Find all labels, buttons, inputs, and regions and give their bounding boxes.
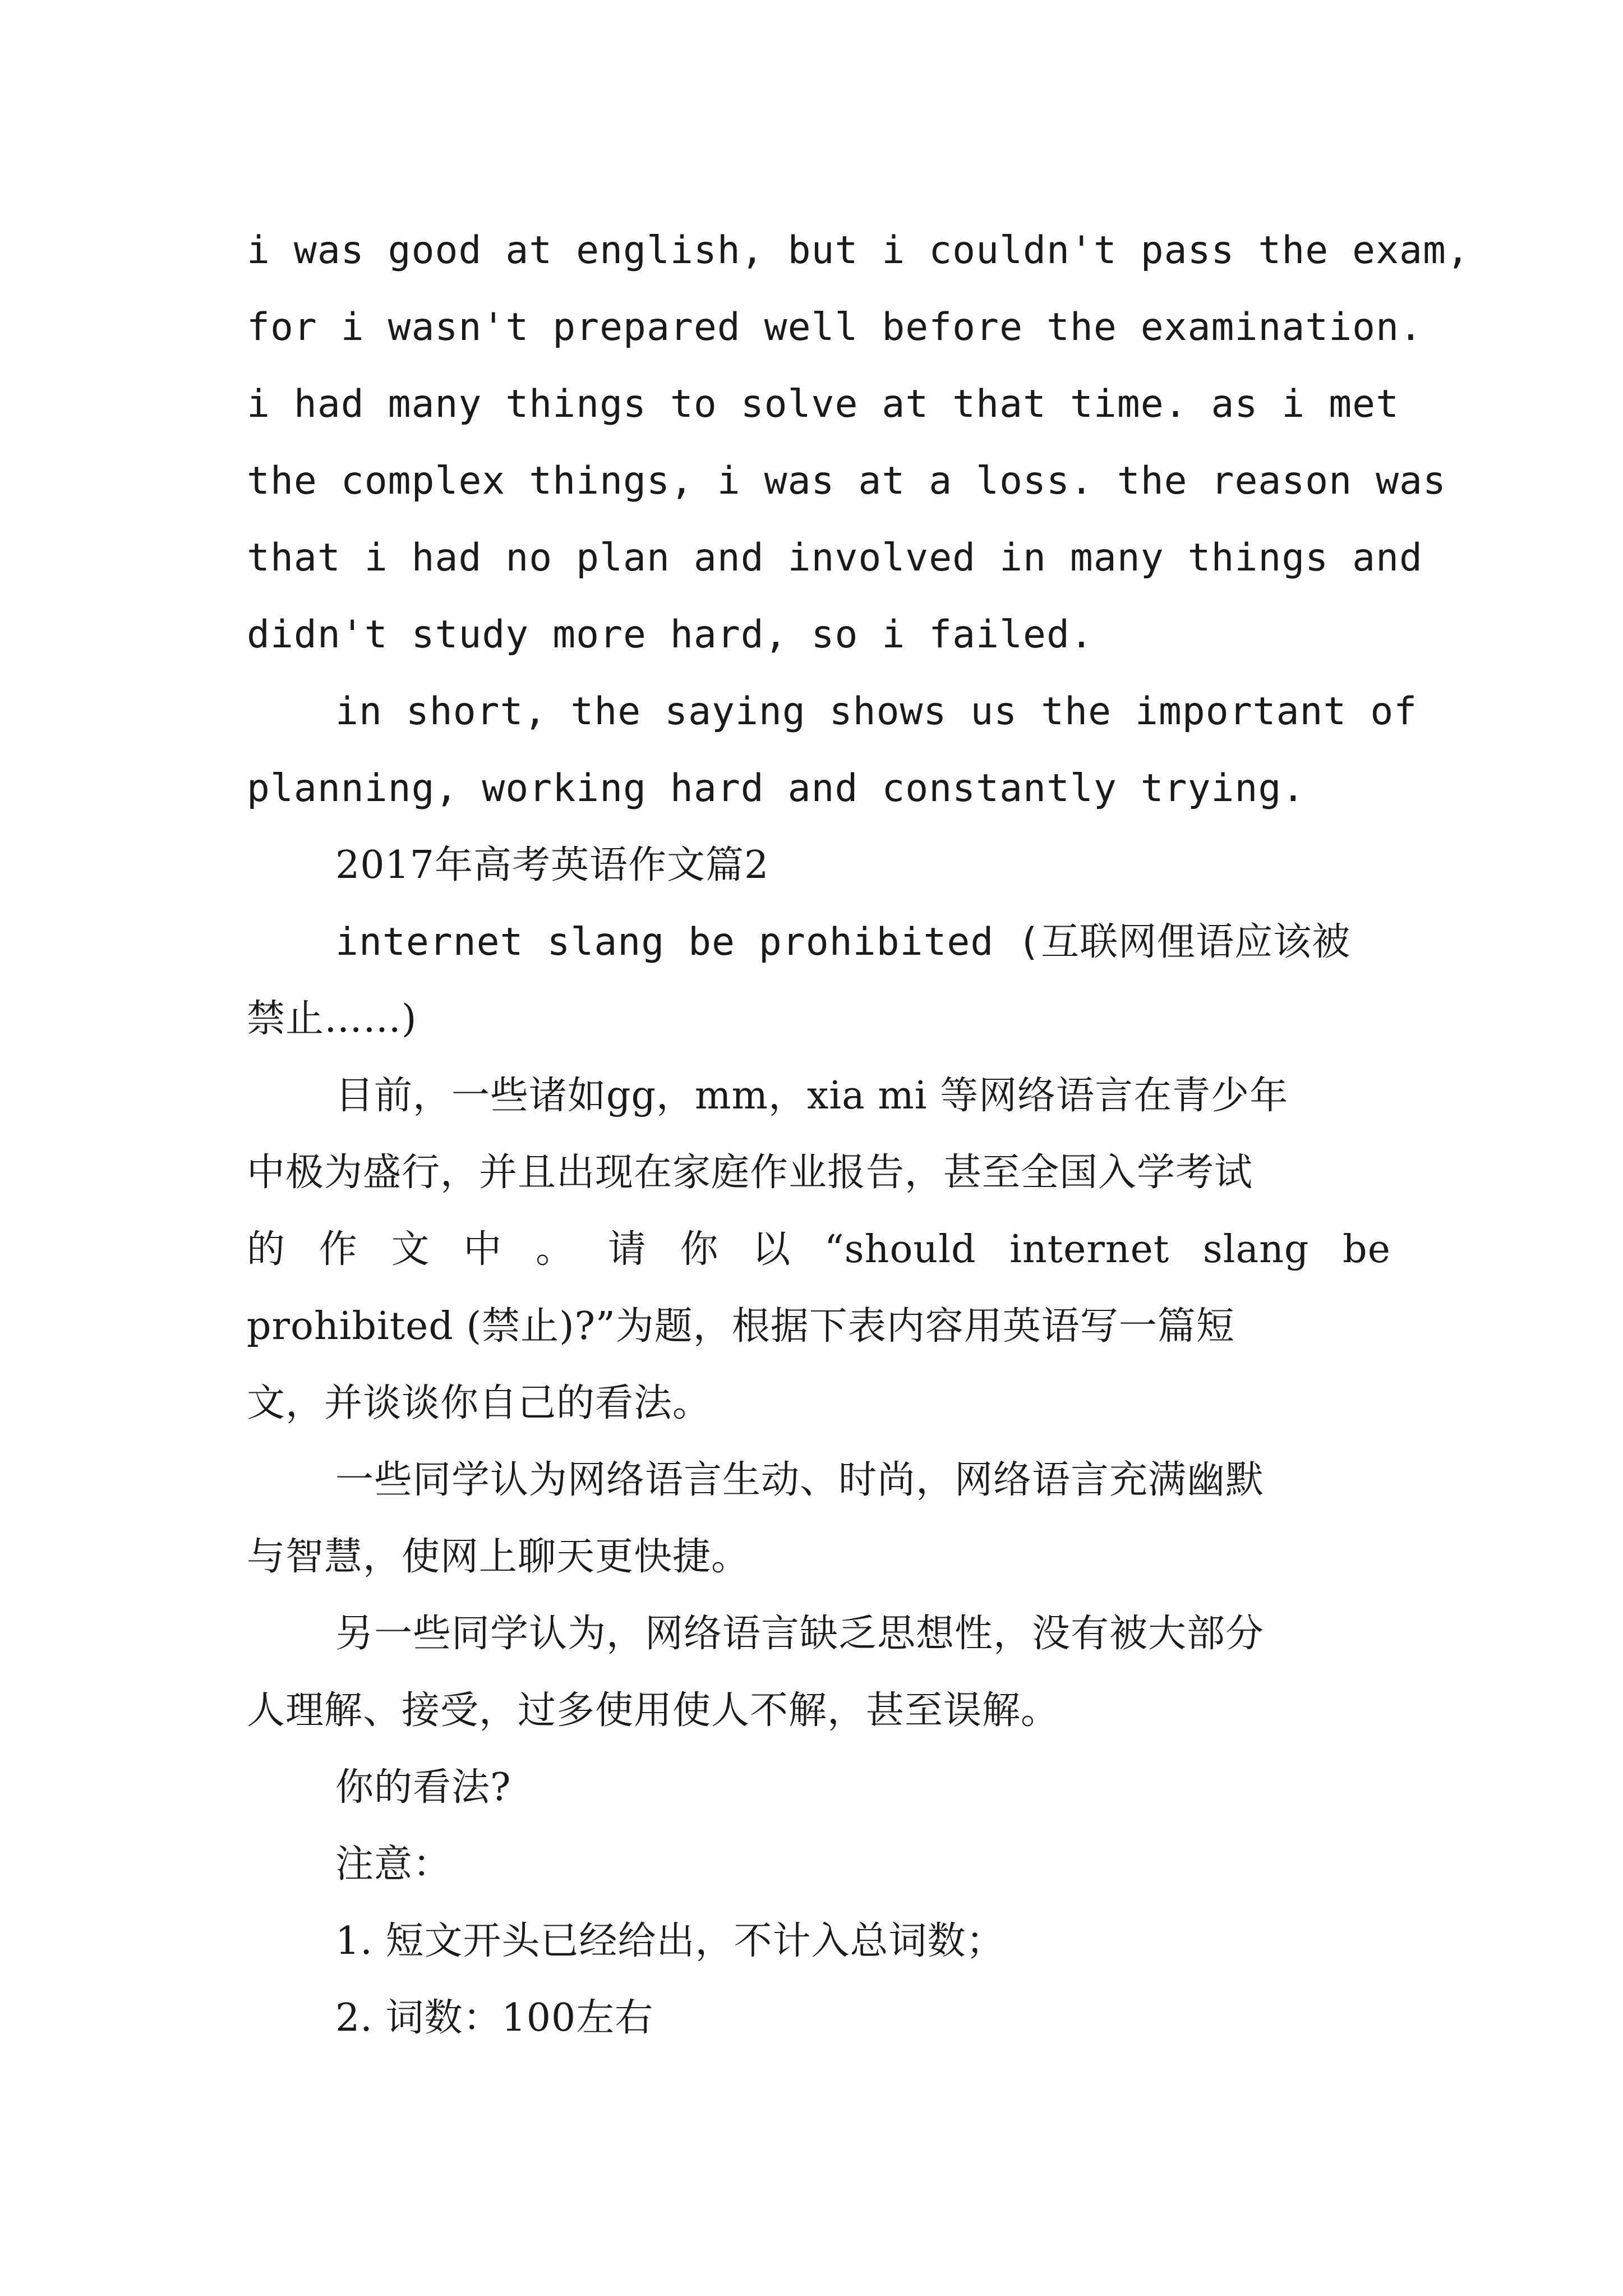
topic-line: internet slang be prohibited (互联网俚语应该被 [335,920,1351,964]
intro-word: be [1343,1227,1391,1272]
intro-line: 目前，一些诸如gg，mm，xia mi 等网络语言在青少年 [335,1074,1289,1118]
view-line: 与智慧，使网上聊天更快捷。 [247,1535,750,1579]
intro-line-justified [247,1211,1391,1288]
view-line: 人理解、接受，过多使用使人不解，甚至误解。 [247,1688,1060,1733]
paragraph-line: didn't study more hard, so i failed. [247,613,1094,657]
note-item: 2. 词数：100左右 [335,1996,654,2040]
your-view: 你的看法? [335,1765,511,1810]
intro-line: 中极为盛行，并且出现在家庭作业报告，甚至全国入学考试 [247,1151,1253,1195]
view-line: 一些同学认为网络语言生动、时尚，网络语言充满幽默 [335,1458,1265,1502]
paragraph-line: in short, the saying shows us the important of [335,689,1418,734]
intro-line: 文，并谈谈你自己的看法。 [247,1381,712,1425]
intro-line: prohibited (禁止)?”为题，根据下表内容用英语写一篇短 [247,1304,1235,1349]
intro-word: 中 [463,1227,502,1272]
paragraph-line: the complex things, i was at a loss. the reason was [247,459,1446,503]
note-item: 1. 短文开头已经给出，不计入总词数； [335,1919,1005,1963]
document-body [247,212,1470,2056]
intro-word: 作 [319,1227,358,1272]
intro-word: slang [1202,1227,1310,1272]
paragraph-line: i was good at english, but i couldn't pass the exam, [247,228,1470,273]
intro-word: 请 [607,1227,647,1272]
view-line: 另一些同学认为，网络语言缺乏思想性，没有被大部分 [335,1612,1265,1656]
intro-word: “should [824,1227,976,1272]
intro-word: 你 [680,1227,719,1272]
note-label: 注意： [335,1842,452,1887]
intro-word: 。 [536,1227,575,1272]
intro-word: internet [1009,1227,1170,1272]
paragraph-line: for i wasn't prepared well before the examination. [247,305,1423,349]
section-title: 2017年高考英语作文篇2 [335,843,769,887]
intro-word: 文 [391,1227,430,1272]
paragraph-line: planning, working hard and constantly trying. [247,766,1306,811]
paragraph-line: i had many things to solve at that time. as i met [247,382,1400,426]
topic-line: 禁止……) [247,997,417,1041]
paragraph-line: that i had no plan and involved in many things and [247,536,1423,580]
intro-word: 的 [247,1227,286,1272]
intro-word: 以 [752,1227,791,1272]
